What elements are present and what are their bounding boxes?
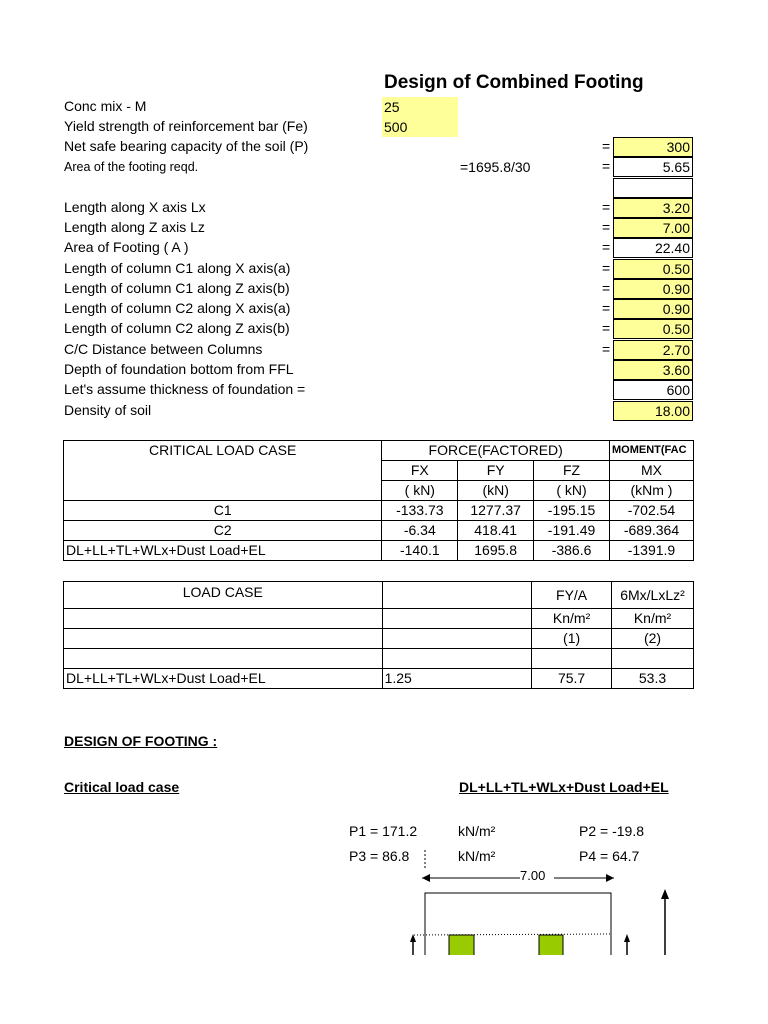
conc-mix-value[interactable]: 25 (382, 97, 458, 117)
area-formula: =1695.8/30 (460, 159, 531, 175)
cell: -195.15 (534, 501, 610, 521)
empty-cell (64, 649, 383, 669)
cell: -191.49 (534, 521, 610, 541)
param-label: Length of column C2 along X axis(a) (64, 300, 291, 316)
param-label: Length along X axis Lx (64, 199, 206, 215)
param-value[interactable]: 5.65 (613, 157, 693, 177)
unit-fy: (kN) (458, 481, 534, 501)
th-fz: FZ (534, 461, 610, 481)
cell: -689.364 (609, 521, 693, 541)
arrow-left-head (410, 934, 416, 942)
equals-sign: = (602, 239, 611, 255)
param-value[interactable]: 0.90 (613, 299, 693, 319)
equals-sign: = (602, 138, 611, 154)
empty-cell (382, 629, 532, 649)
th-fy-a: FY/A (532, 582, 612, 609)
row-c1: 75.7 (532, 669, 612, 689)
param-label: Density of soil (64, 402, 152, 418)
cell: 1277.37 (458, 501, 534, 521)
unit-c2: Kn/m² (612, 609, 694, 629)
param-label: C/C Distance between Columns (64, 341, 263, 357)
design-heading: DESIGN OF FOOTING : (64, 733, 218, 749)
yield-strength-label: Yield strength of reinforcement bar (Fe) (64, 118, 308, 134)
p2-label: P2 = -19.8 (579, 823, 644, 839)
p1-label: P1 = 171.2 (349, 823, 418, 839)
th-force-factored: FORCE(FACTORED) (382, 441, 610, 461)
cell: -386.6 (534, 541, 610, 561)
row-c2: 53.3 (612, 669, 694, 689)
load-case-table (63, 581, 694, 689)
critical-load-label: Critical load case (64, 779, 180, 795)
empty-cell (612, 649, 694, 669)
row-factor: 1.25 (382, 669, 532, 689)
th-critical-load-case: CRITICAL LOAD CASE (64, 441, 382, 501)
page-title: Design of Combined Footing (384, 72, 644, 93)
column-c1 (449, 935, 474, 955)
table-row (64, 541, 694, 561)
th-fx: FX (382, 461, 458, 481)
empty-cell (64, 629, 383, 649)
th-fy: FY (458, 461, 534, 481)
cell: -1391.9 (609, 541, 693, 561)
num-c1: (1) (532, 629, 612, 649)
row-name: C2 (64, 521, 382, 541)
cell: 418.41 (458, 521, 534, 541)
param-value[interactable]: 300 (613, 137, 693, 157)
param-label: Net safe bearing capacity of the soil (P) (64, 138, 309, 154)
p1-unit: kN/m² (458, 823, 496, 839)
cell: -6.34 (382, 521, 458, 541)
param-value[interactable]: 22.40 (613, 238, 693, 258)
param-label: Length of column C1 along Z axis(b) (64, 280, 290, 296)
param-label: Length of column C1 along X axis(a) (64, 260, 291, 276)
row-name: C1 (64, 501, 382, 521)
arrow-far-head (661, 889, 669, 899)
p3-label: P3 = 86.8 (349, 848, 410, 864)
param-value[interactable]: 0.50 (613, 319, 693, 339)
p3-unit: kN/m² (458, 848, 496, 864)
arrow-right-head (624, 934, 630, 942)
equals-sign: = (602, 158, 611, 174)
equals-sign: = (602, 341, 611, 357)
blank-cell (613, 178, 693, 198)
empty-cell (382, 609, 532, 629)
unit-fx: ( kN) (382, 481, 458, 501)
unit-c1: Kn/m² (532, 609, 612, 629)
param-label: Area of the footing reqd. (64, 160, 199, 174)
empty-cell (532, 649, 612, 669)
empty-cell (382, 582, 532, 609)
param-label: Area of Footing ( A ) (64, 239, 189, 255)
equals-sign: = (602, 199, 611, 215)
cell: -702.54 (609, 501, 693, 521)
dim-label: 7.00 (520, 868, 546, 883)
dim-arrow-right (606, 874, 614, 882)
critical-load-table (63, 440, 694, 561)
p4-label: P4 = 64.7 (579, 848, 640, 864)
param-label: Let's assume thickness of foundation = (64, 381, 306, 397)
param-value[interactable]: 3.20 (613, 198, 693, 218)
column-c2 (539, 935, 563, 955)
empty-cell (382, 649, 532, 669)
dim-arrow-left (422, 874, 430, 882)
equals-sign: = (602, 280, 611, 296)
table-row (64, 669, 694, 689)
equals-sign: = (602, 300, 611, 316)
equals-sign: = (602, 260, 611, 276)
th-load-case: LOAD CASE (64, 582, 383, 609)
cell: 1695.8 (458, 541, 534, 561)
unit-mx: (kNm ) (609, 481, 693, 501)
param-value[interactable]: 0.90 (613, 279, 693, 299)
equals-sign: = (602, 219, 611, 235)
param-label: Depth of foundation bottom from FFL (64, 361, 294, 377)
critical-load-value: DL+LL+TL+WLx+Dust Load+EL (459, 779, 669, 795)
pressure-line (414, 934, 611, 935)
equals-sign: = (602, 320, 611, 336)
param-value[interactable]: 18.00 (613, 401, 693, 421)
row-name: DL+LL+TL+WLx+Dust Load+EL (64, 669, 383, 689)
th-moment-factored: MOMENT(FAC (609, 441, 693, 461)
param-value[interactable]: 600 (613, 380, 693, 400)
table-row (64, 501, 694, 521)
unit-fz: ( kN) (534, 481, 610, 501)
num-c2: (2) (612, 629, 694, 649)
footing-sketch (400, 845, 690, 955)
table-row (64, 521, 694, 541)
cell: -133.73 (382, 501, 458, 521)
param-label: Length of column C2 along Z axis(b) (64, 320, 290, 336)
param-value[interactable]: 2.70 (613, 340, 693, 360)
param-value[interactable]: 0.50 (613, 259, 693, 279)
yield-strength-value[interactable]: 500 (382, 117, 458, 137)
row-name: DL+LL+TL+WLx+Dust Load+EL (64, 541, 382, 561)
param-value[interactable]: 7.00 (613, 218, 693, 238)
th-mx: MX (609, 461, 693, 481)
param-label: Length along Z axis Lz (64, 219, 205, 235)
cell: -140.1 (382, 541, 458, 561)
th-6mx: 6Mx/LxLz² (612, 582, 694, 609)
empty-cell (64, 609, 383, 629)
conc-mix-label: Conc mix - M (64, 98, 147, 114)
param-value[interactable]: 3.60 (613, 360, 693, 380)
